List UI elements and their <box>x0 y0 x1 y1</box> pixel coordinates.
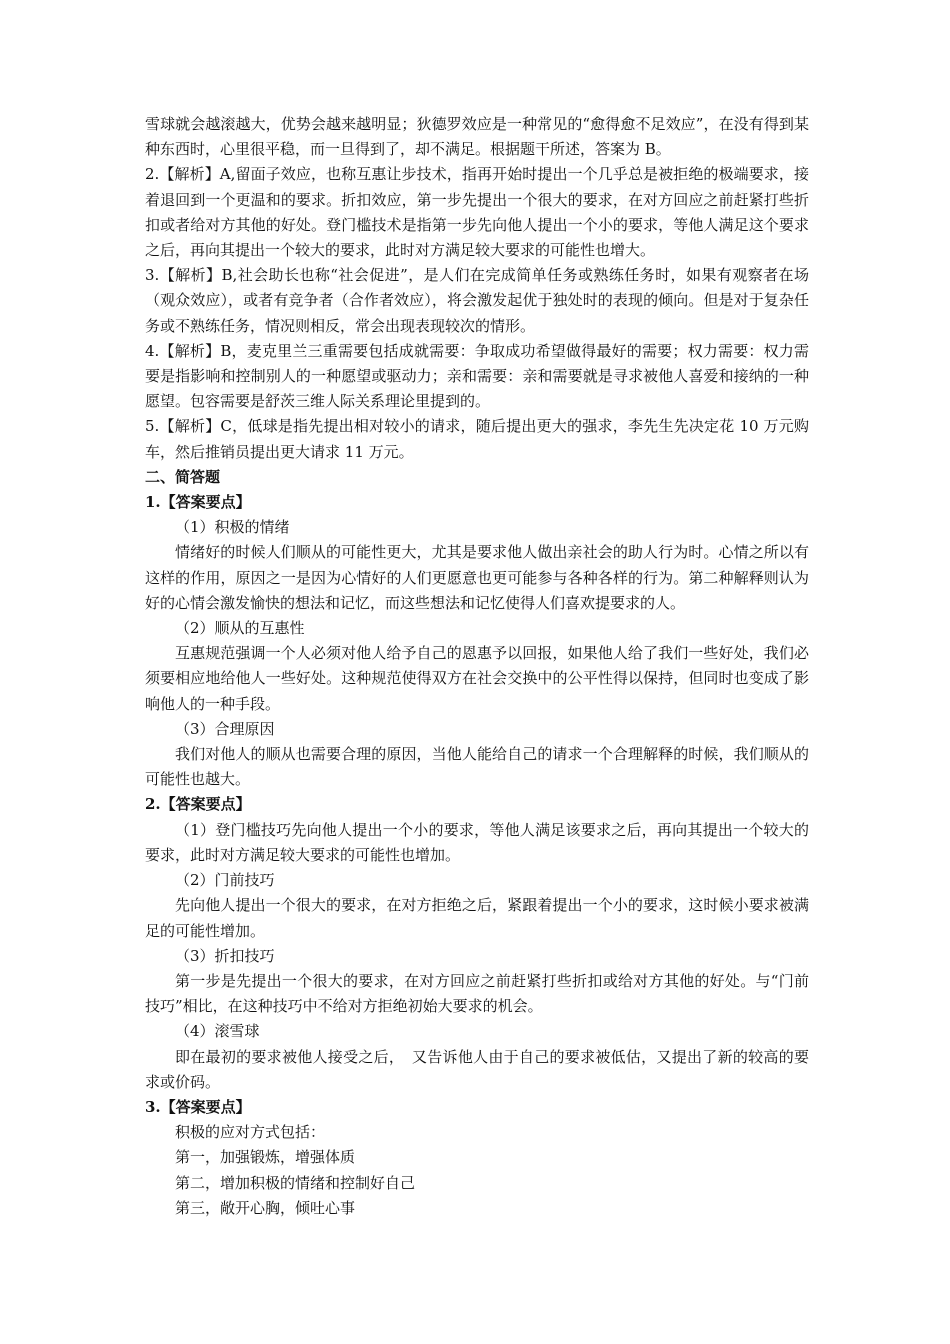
q1-label: 1.【答案要点】 <box>145 493 251 512</box>
mc-answer-2: 2.【解析】A,留面子效应，也称互惠让步技术，指再开始时提出一个几乎总是被拒绝的极端要求，接着退回到一个更温和的要求。折扣效应，第一步先提出一个很大的要求，在对方回应之前赶紧打些折扣或者给对方其他的好处。登门槛技术是指第一步先向他人提出一个小的要求，等他人满足这个要求之后，再向其提出一个较大的要求，此时对方满足较大要求的可能性也增大。 <box>145 165 809 260</box>
q3-intro: 积极的应对方式包括： <box>175 1123 326 1142</box>
q2-point3-text: 第一步是先提出一个很大的要求，在对方回应之前赶紧打些折扣或给对方其他的好处。与“门前技巧”相比，在这种技巧中不给对方拒绝初始大要求的机会。 <box>145 971 809 1016</box>
mc-answer-3: 3.【解析】B,社会助长也称“社会促进”，是人们在完成简单任务或熟练任务时，如果有观察者在场（观众效应），或者有竞争者（合作者效应），将会激发起优于独处时的表现的倾向。但是对于复杂任务或不熟练任务，情况则相反，常会出现表现较次的情形。 <box>145 266 809 335</box>
q2-point2-title: （2）门前技巧 <box>175 871 275 890</box>
q1-point2-text: 互惠规范强调一个人必须对他人给予自己的恩惠予以回报，如果他人给了我们一些好处，我们必须要相应地给他人一些好处。这种规范使得双方在社会交换中的公平性得以保持，但同时也变成了影响他人的一种手段。 <box>145 644 809 713</box>
q2-point2-text: 先向他人提出一个很大的要求，在对方拒绝之后，紧跟着提出一个小的要求，这时候小要求被满足的可能性增加。 <box>145 896 809 940</box>
q1-point3-title: （3）合理原因 <box>175 719 275 738</box>
q1-point3-text: 我们对他人的顺从也需要合理的原因，当他人能给自己的请求一个合理解释的时候，我们顺从的可能性也越大。 <box>145 745 809 789</box>
q3-item-2: 第二，增加积极的情绪和控制好自己 <box>175 1173 416 1192</box>
document-page <box>145 112 809 1221</box>
q1-point1-text: 情绪好的时候人们顺从的可能性更大，尤其是要求他人做出亲社会的助人行为时。心情之所以有这样的作用，原因之一是因为心情好的人们更愿意也更可能参与各种各样的行为。第二种解释则认为好的心情会激发愉快的想法和记忆，而这些想法和记忆使得人们喜欢提要求的人。 <box>145 543 809 612</box>
q2-point4-text: 即在最初的要求被他人接受之后， 又告诉他人由于自己的要求被低估，又提出了新的较高的要求或价码。 <box>145 1047 809 1091</box>
q1-point1-title: （1）积极的情绪 <box>175 518 290 537</box>
q3-label: 3.【答案要点】 <box>145 1097 251 1116</box>
q2-point3-title: （3）折扣技巧 <box>175 946 275 965</box>
q1-point2-title: （2）顺从的互惠性 <box>175 619 305 638</box>
q2-point1-text: （1）登门槛技巧先向他人提出一个小的要求，等他人满足该要求之后，再向其提出一个较大的要求，此时对方满足较大要求的可能性也增加。 <box>145 820 809 864</box>
q2-label: 2.【答案要点】 <box>145 795 251 814</box>
mc-answer-5: 5.【解析】C，低球是指先提出相对较小的请求，随后提出更大的强求，李先生先决定花 10 万元购车，然后推销员提出更大请求 11 万元。 <box>145 417 809 461</box>
section-heading: 二、简答题 <box>145 467 221 486</box>
q2-point4-title: （4）滚雪球 <box>175 1022 260 1041</box>
q3-item-1: 第一，加强锻炼，增强体质 <box>175 1148 356 1167</box>
q3-item-3: 第三，敞开心胸，倾吐心事 <box>175 1198 356 1217</box>
mc-answer-1-continuation: 雪球就会越滚越大，优势会越来越明显；狄德罗效应是一种常见的“愈得愈不足效应”，在没有得到某种东西时，心里很平稳，而一旦得到了，却不满足。根据题干所述，答案为 B。 <box>145 115 809 159</box>
mc-answer-4: 4.【解析】B，麦克里兰三重需要包括成就需要：争取成功希望做得最好的需要；权力需要：权力需要是指影响和控制别人的一种愿望或驱动力；亲和需要：亲和需要就是寻求被他人喜爱和接纳的一种愿望。包容需要是舒茨三维人际关系理论里提到的。 <box>145 341 809 411</box>
